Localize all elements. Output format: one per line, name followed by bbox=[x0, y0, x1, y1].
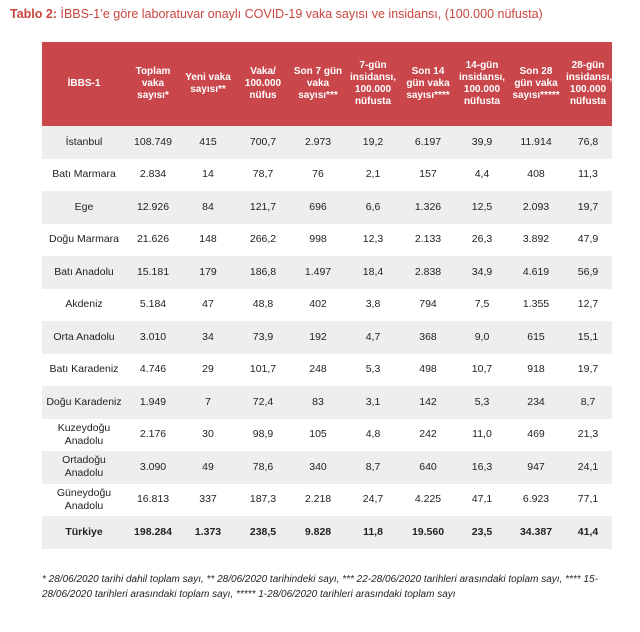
value-cell: 1.949 bbox=[126, 386, 180, 419]
value-cell: 368 bbox=[400, 321, 456, 354]
value-cell: 415 bbox=[180, 126, 236, 159]
value-cell: 78,6 bbox=[236, 451, 290, 484]
value-cell: 72,4 bbox=[236, 386, 290, 419]
value-cell: 15,1 bbox=[564, 321, 612, 354]
total-value-cell: 23,5 bbox=[456, 516, 508, 549]
value-cell: 108.749 bbox=[126, 126, 180, 159]
value-cell: 186,8 bbox=[236, 256, 290, 289]
value-cell: 148 bbox=[199, 233, 217, 246]
value-cell: 18,4 bbox=[346, 256, 400, 289]
region-cell: Ege bbox=[42, 191, 126, 224]
value-cell: 2.834 bbox=[139, 168, 167, 181]
value-cell: 39,9 bbox=[456, 126, 508, 159]
value-cell: 469 bbox=[527, 428, 545, 441]
column-header: Toplam vaka sayısı* bbox=[126, 42, 180, 126]
table-row bbox=[42, 256, 612, 289]
value-cell: 408 bbox=[527, 168, 545, 181]
value-cell: 337 bbox=[199, 493, 217, 506]
value-cell: 12.926 bbox=[126, 191, 180, 224]
value-cell: 794 bbox=[419, 298, 437, 311]
region-cell: Doğu Marmara bbox=[48, 233, 120, 246]
value-cell: 6,6 bbox=[346, 191, 400, 224]
value-cell: 142 bbox=[400, 386, 456, 419]
table-row bbox=[42, 126, 612, 159]
value-cell: 121,7 bbox=[236, 191, 290, 224]
table-body bbox=[42, 126, 612, 549]
table-row bbox=[42, 451, 612, 484]
value-cell: 101,7 bbox=[249, 363, 277, 376]
column-header: İBBS-1 bbox=[42, 42, 126, 126]
value-cell: 3.010 bbox=[126, 321, 180, 354]
value-cell: 76 bbox=[312, 168, 324, 181]
value-cell: 26,3 bbox=[471, 233, 493, 246]
caption-prefix: Tablo 2: bbox=[10, 7, 57, 21]
value-cell: 24,1 bbox=[564, 451, 612, 484]
value-cell: 402 bbox=[309, 298, 327, 311]
table-row bbox=[42, 224, 612, 257]
value-cell: 5,3 bbox=[365, 363, 381, 376]
column-header: Vaka/ 100.000 nüfus bbox=[236, 42, 290, 126]
region-cell: Batı Marmara bbox=[52, 168, 116, 181]
value-cell: 1.497 bbox=[290, 256, 346, 289]
value-cell: 700,7 bbox=[236, 126, 290, 159]
value-cell: 11.914 bbox=[508, 126, 564, 159]
covid-table bbox=[42, 42, 612, 549]
value-cell: 6.923 bbox=[522, 493, 550, 506]
value-cell: 29 bbox=[202, 363, 214, 376]
column-header: 14-gün insidansı, 100.000 nüfusta bbox=[456, 42, 508, 126]
value-cell: 3.892 bbox=[522, 233, 550, 246]
header-row bbox=[42, 42, 612, 126]
value-cell: 48,8 bbox=[252, 298, 274, 311]
footnote: * 28/06/2020 tarihi dahil toplam sayı, ** 28/06/2020 tarihindeki sayı, *** 22-28/06/2020 tarihleri arasındaki toplam sayı, **** 15-28/06/2020 tarihleri arasındaki toplam sayı, ***** 1-28/06/2020 tarihleri arasındaki toplam sayı bbox=[42, 574, 598, 600]
value-cell: 12,5 bbox=[456, 191, 508, 224]
value-cell: 2,1 bbox=[365, 168, 381, 181]
value-cell: 49 bbox=[180, 451, 236, 484]
value-cell: 2.093 bbox=[508, 191, 564, 224]
value-cell: 2.133 bbox=[414, 233, 442, 246]
value-cell: 98,9 bbox=[252, 428, 274, 441]
table-row bbox=[42, 354, 612, 387]
value-cell: 4,4 bbox=[474, 168, 490, 181]
table-row bbox=[42, 386, 612, 419]
value-cell: 47,9 bbox=[577, 233, 599, 246]
value-cell: 234 bbox=[508, 386, 564, 419]
value-cell: 76,8 bbox=[564, 126, 612, 159]
value-cell: 7 bbox=[180, 386, 236, 419]
total-value-cell: 9.828 bbox=[290, 516, 346, 549]
region-cell: Batı Karadeniz bbox=[49, 363, 119, 376]
value-cell: 14 bbox=[202, 168, 214, 181]
value-cell: 8,7 bbox=[564, 386, 612, 419]
column-header: Son 14 gün vaka sayısı**** bbox=[400, 42, 456, 126]
table-caption bbox=[10, 6, 630, 22]
region-cell: Batı Anadolu bbox=[42, 256, 126, 289]
value-cell: 47,1 bbox=[471, 493, 493, 506]
value-cell: 4,8 bbox=[365, 428, 381, 441]
region-cell: Akdeniz bbox=[65, 298, 103, 311]
value-cell: 21.626 bbox=[136, 233, 170, 246]
value-cell: 696 bbox=[290, 191, 346, 224]
total-value-cell: 34.387 bbox=[508, 516, 564, 549]
value-cell: 640 bbox=[400, 451, 456, 484]
value-cell: 5,3 bbox=[456, 386, 508, 419]
value-cell: 16.813 bbox=[136, 493, 170, 506]
total-value-cell: 198.284 bbox=[126, 516, 180, 549]
table-row bbox=[42, 289, 612, 322]
region-cell: Doğu Karadeniz bbox=[42, 386, 126, 419]
total-label-cell: Türkiye bbox=[42, 516, 126, 549]
column-header: Son 7 gün vaka sayısı*** bbox=[290, 42, 346, 126]
column-header: 7-gün insidansı, 100.000 nüfusta bbox=[346, 42, 400, 126]
column-header: 28-gün insidansı, 100.000 nüfusta bbox=[564, 42, 612, 126]
value-cell: 11,0 bbox=[472, 428, 492, 441]
value-cell: 340 bbox=[290, 451, 346, 484]
value-cell: 6.197 bbox=[400, 126, 456, 159]
column-header: Yeni vaka sayısı** bbox=[180, 42, 236, 126]
table-row bbox=[42, 419, 612, 452]
value-cell: 498 bbox=[419, 363, 437, 376]
value-cell: 998 bbox=[309, 233, 327, 246]
table-row bbox=[42, 159, 612, 192]
value-cell: 19,2 bbox=[346, 126, 400, 159]
value-cell: 918 bbox=[527, 363, 545, 376]
value-cell: 73,9 bbox=[236, 321, 290, 354]
value-cell: 30 bbox=[202, 428, 214, 441]
value-cell: 19,7 bbox=[577, 363, 599, 376]
value-cell: 12,3 bbox=[362, 233, 384, 246]
total-value-cell: 1.373 bbox=[180, 516, 236, 549]
value-cell: 105 bbox=[309, 428, 327, 441]
total-value-cell: 238,5 bbox=[236, 516, 290, 549]
value-cell: 2.973 bbox=[290, 126, 346, 159]
value-cell: 5.184 bbox=[139, 298, 167, 311]
value-cell: 157 bbox=[419, 168, 437, 181]
value-cell: 4,7 bbox=[346, 321, 400, 354]
total-value-cell: 11,8 bbox=[346, 516, 400, 549]
value-cell: 56,9 bbox=[564, 256, 612, 289]
value-cell: 83 bbox=[290, 386, 346, 419]
value-cell: 77,1 bbox=[577, 493, 599, 506]
value-cell: 4.746 bbox=[139, 363, 167, 376]
value-cell: 15.181 bbox=[126, 256, 180, 289]
value-cell: 192 bbox=[290, 321, 346, 354]
total-value-cell: 19.560 bbox=[400, 516, 456, 549]
value-cell: 21,3 bbox=[577, 428, 599, 441]
value-cell: 84 bbox=[180, 191, 236, 224]
value-cell: 34 bbox=[180, 321, 236, 354]
table-row bbox=[42, 321, 612, 354]
value-cell: 10,7 bbox=[471, 363, 493, 376]
value-cell: 16,3 bbox=[456, 451, 508, 484]
region-cell: Ortadoğu Anadolu bbox=[42, 451, 126, 484]
value-cell: 179 bbox=[180, 256, 236, 289]
total-value-cell: 41,4 bbox=[564, 516, 612, 549]
value-cell: 615 bbox=[508, 321, 564, 354]
value-cell: 11,3 bbox=[578, 168, 598, 181]
region-cell: İstanbul bbox=[42, 126, 126, 159]
value-cell: 19,7 bbox=[564, 191, 612, 224]
value-cell: 2.838 bbox=[400, 256, 456, 289]
value-cell: 3.090 bbox=[126, 451, 180, 484]
region-cell: Kuzeydoğu Anadolu bbox=[57, 421, 111, 447]
value-cell: 1.326 bbox=[400, 191, 456, 224]
value-cell: 24,7 bbox=[362, 493, 384, 506]
value-cell: 2.176 bbox=[139, 428, 167, 441]
value-cell: 248 bbox=[309, 363, 327, 376]
value-cell: 47 bbox=[202, 298, 214, 311]
value-cell: 947 bbox=[508, 451, 564, 484]
value-cell: 78,7 bbox=[252, 168, 274, 181]
value-cell: 12,7 bbox=[577, 298, 599, 311]
column-header: Son 28 gün vaka sayısı***** bbox=[508, 42, 564, 126]
value-cell: 9,0 bbox=[456, 321, 508, 354]
value-cell: 3,1 bbox=[346, 386, 400, 419]
value-cell: 7,5 bbox=[474, 298, 490, 311]
value-cell: 242 bbox=[419, 428, 437, 441]
total-row bbox=[42, 516, 612, 549]
value-cell: 4.619 bbox=[508, 256, 564, 289]
table-row bbox=[42, 484, 612, 517]
value-cell: 8,7 bbox=[346, 451, 400, 484]
region-cell: Güneydoğu Anadolu bbox=[56, 486, 112, 512]
caption-text: İBBS-1’e göre laboratuvar onaylı COVID-19 vaka sayısı ve insidansı, (100.000 nüfusta) bbox=[60, 7, 543, 21]
table-row bbox=[42, 191, 612, 224]
value-cell: 2.218 bbox=[304, 493, 332, 506]
value-cell: 4.225 bbox=[414, 493, 442, 506]
value-cell: 3,8 bbox=[365, 298, 381, 311]
value-cell: 34,9 bbox=[456, 256, 508, 289]
value-cell: 266,2 bbox=[249, 233, 277, 246]
region-cell: Orta Anadolu bbox=[42, 321, 126, 354]
value-cell: 1.355 bbox=[522, 298, 550, 311]
value-cell: 187,3 bbox=[249, 493, 277, 506]
